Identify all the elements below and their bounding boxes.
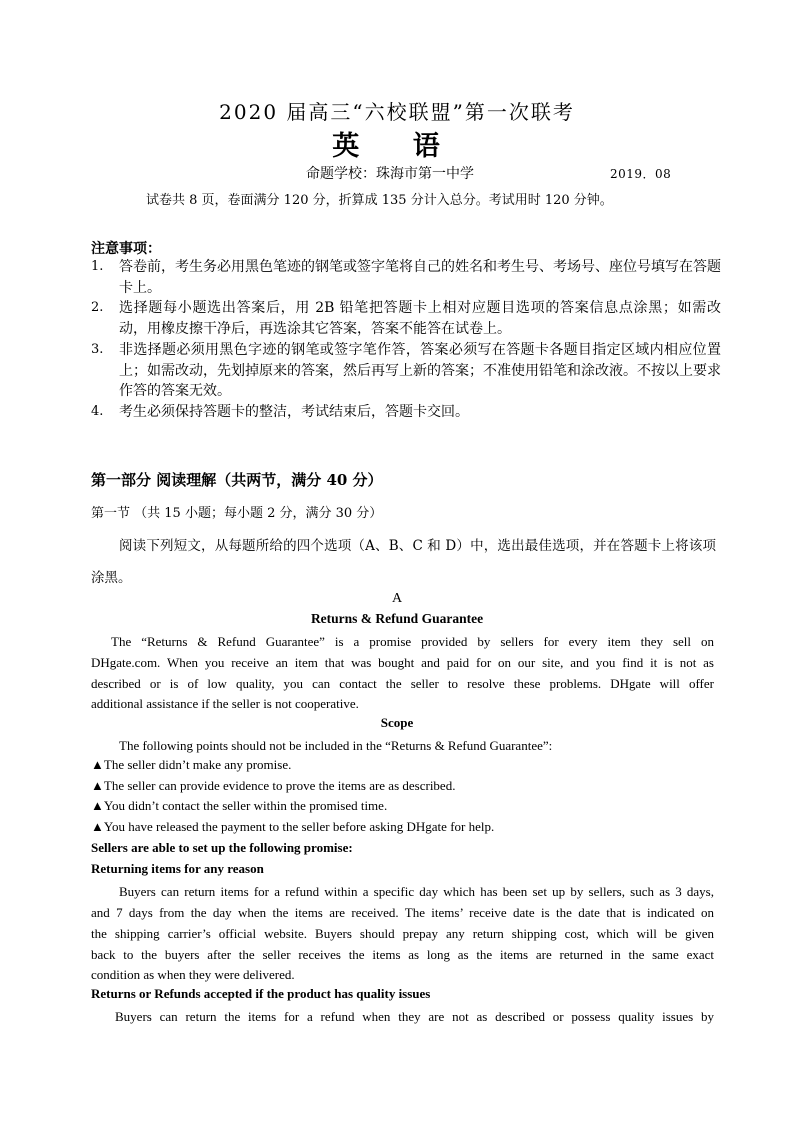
intro-line: The “Returns & Refund Guarantee” is a promise provided by sellers for every item they sell on (111, 634, 714, 649)
triangle-bullet-icon: ▲ (91, 757, 104, 772)
scope-point-text: The seller can provide evidence to prove the items are as described. (103, 778, 456, 793)
notice-item-number: 3. (91, 342, 104, 357)
notice-item-text: 答卷前，考生务必用黑色笔迹的钢笔或签字笔将自己的姓名和考生号、考场号、座位号填写在答题卡上。 (119, 259, 721, 296)
scope-intro: The following points should not be included in the “Returns & Refund Guarantee”: (119, 738, 553, 753)
scope-point-text: You didn’t contact the seller within the promised time. (103, 798, 388, 813)
triangle-bullet-icon: ▲ (91, 798, 104, 813)
notice-heading: 注意事项： (91, 241, 161, 257)
subject-title: 英 语 (332, 131, 462, 162)
notice-item (91, 340, 721, 402)
scope-point (91, 798, 387, 814)
passage-title: Returns & Refund Guarantee (310, 611, 484, 626)
exam-title: 2020 届高三“六校联盟”第一次联考 (219, 100, 575, 124)
intro-line: DHgate.com. When you receive an item that was bought and paid for on our site, and you find it is not as (91, 655, 714, 670)
promise-heading: Sellers are able to set up the following promise: (91, 840, 353, 855)
notice-item-number: 1. (91, 259, 104, 274)
notice-item (91, 402, 721, 423)
notice-item-number: 2. (91, 300, 104, 315)
returning-line: and 7 days from the day when the items are received. The items’ receive date is the date that is indicated on (91, 905, 714, 920)
scope-point (91, 819, 494, 835)
scope-point (91, 757, 291, 773)
triangle-bullet-icon: ▲ (91, 819, 104, 834)
returning-line: condition as when they were delivered. (91, 967, 295, 982)
returning-line: back to the buyers after the seller receives the items as long as the items are returned in the same exact (91, 947, 714, 962)
scope-point-text: The seller didn’t make any promise. (103, 757, 292, 772)
scope-heading: Scope (380, 715, 414, 730)
setting-school: 命题学校：珠海市第一中学 (306, 166, 474, 182)
quality-line: Buyers can return the items for a refund when they are not as described or possess quality issues by (115, 1009, 714, 1024)
scope-point-text: You have released the payment to the seller before asking DHgate for help. (103, 819, 495, 834)
quality-heading: Returns or Refunds accepted if the product has quality issues (91, 986, 431, 1001)
notice-item (91, 257, 721, 298)
notice-item-text: 选择题每小题选出答案后，用 2B 铅笔把答题卡上相对应题目选项的答案信息点涂黑；如需改动，用橡皮擦干净后，再选涂其它答案，答案不能答在试卷上。 (119, 300, 721, 337)
notice-item (91, 298, 721, 339)
section-one-heading: 第一节 （共 15 小题；每小题 2 分，满分 30 分） (91, 506, 383, 521)
notice-item-text: 非选择题必须用黑色字迹的钢笔或签字笔作答，答案必须写在答题卡各题目指定区域内相应位置上；如需改动，先划掉原来的答案，然后再写上新的答案；不准使用铅笔和涂改液。不按以上要求作答的答案无效。 (119, 342, 721, 399)
exam-date: 2019．08 (610, 167, 672, 181)
returning-line: the shipping carrier’s official website. Buyers should prepay any return shipping cost, which will be given (91, 926, 714, 941)
returning-heading: Returning items for any reason (91, 861, 264, 876)
triangle-bullet-icon: ▲ (91, 778, 104, 793)
intro-line: additional assistance if the seller is not cooperative. (91, 696, 359, 711)
scope-point (91, 778, 455, 794)
notice-item-number: 4. (91, 404, 104, 419)
intro-line: described or is of low quality, you can contact the seller to resolve these problems. DHgate will offer (91, 676, 714, 691)
part-one-heading: 第一部分 阅读理解（共两节，满分 40 分） (91, 471, 383, 489)
exam-info: 试卷共 8 页，卷面满分 120 分，折算成 135 分计入总分。考试用时 120 分钟。 (146, 193, 613, 208)
returning-line: Buyers can return items for a refund within a specific day which has been set up by sellers, such as 3 days, (119, 884, 714, 899)
passage-label: A (391, 591, 403, 606)
notice-item-text: 考生必须保持答题卡的整洁，考试结束后，答题卡交回。 (119, 404, 469, 420)
reading-instructions: 阅读下列短文，从每题所给的四个选项（A、B、C 和 D）中，选出最佳选项，并在答题卡上将该项涂黑。 (91, 538, 716, 586)
